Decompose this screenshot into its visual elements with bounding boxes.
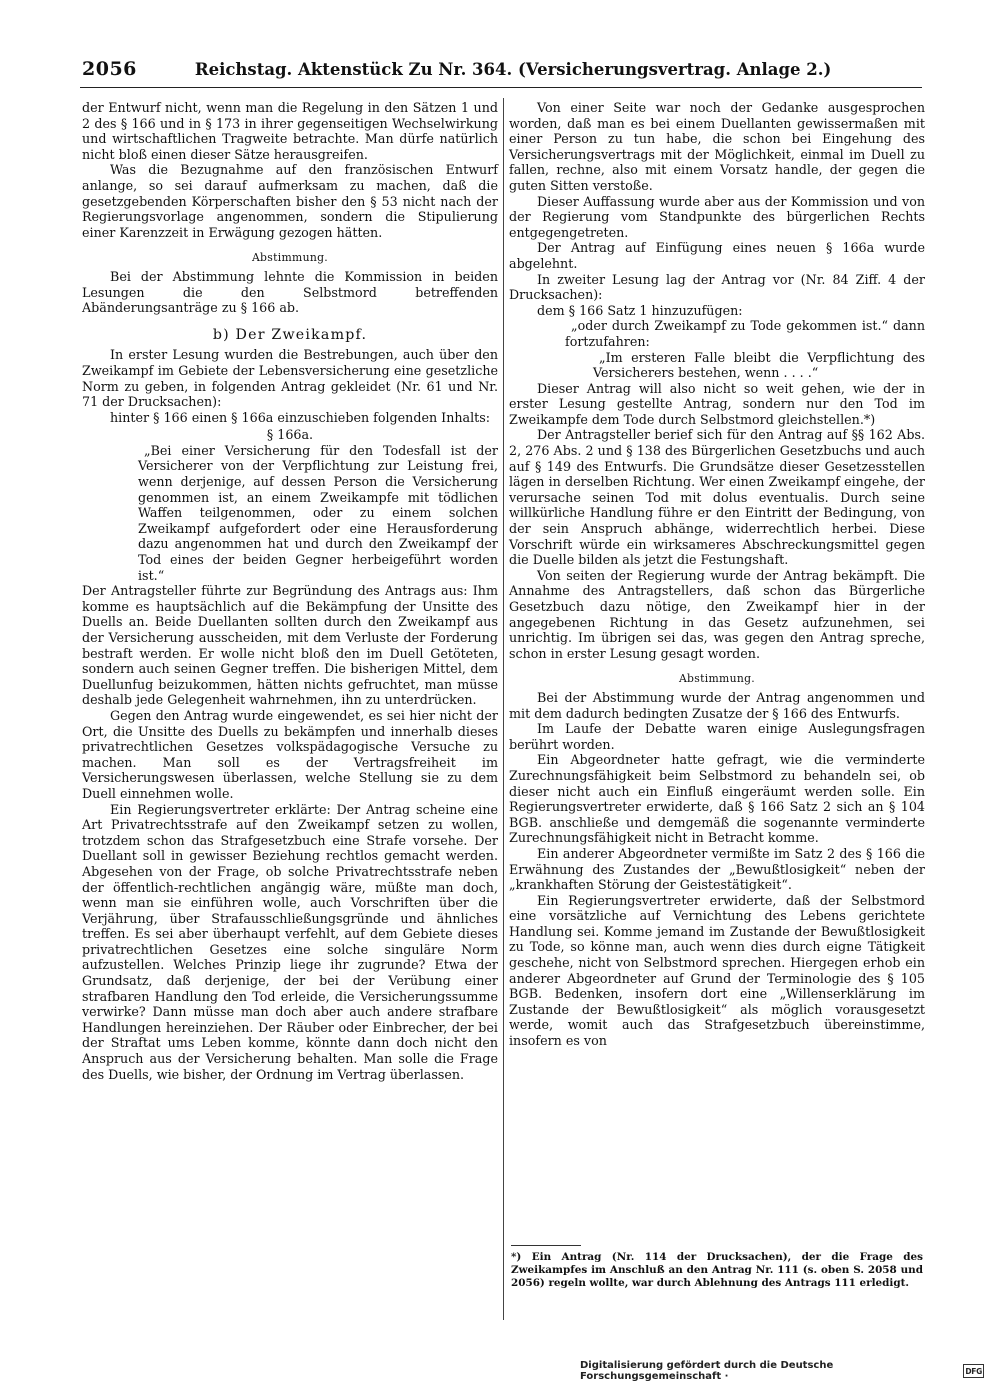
- left-column: [82, 100, 498, 1315]
- page-title: Reichstag. Aktenstück Zu Nr. 364. (Versicherungsvertrag. Anlage 2.): [194, 60, 832, 79]
- paragraph: In erster Lesung wurden die Bestrebungen, auch über den Zweikampf im Gebiete der Lebensversicherung eine gesetzliche Norm zu geben, in folgenden Antrag gekleidet (Nr. 61 und Nr. 71 der Drucksachen):: [82, 347, 498, 410]
- footnote-rule: [511, 1245, 581, 1246]
- paragraph: Der Antragsteller berief sich für den Antrag auf §§ 162 Abs. 2, 276 Abs. 2 und § 138 des Bürgerlichen Gesetzbuchs und auch auf § 149 des Entwurfs. Die Grundsätze dieser Gesetzesstellen lägen in derselben Richtung. Wer einen Zweikampf eingehe, der verursache seinen Tod mit dolus eventualis. Durch seine willkürliche Handlung führe er den Eintritt der Bedingung, von der sein Anspruch abhänge, widerrechtlich herbei. Diese Vorschrift würde ein wirksameres Abschreckungsmittel gegen die Duelle bilden als jetzt die Festungshaft.: [509, 427, 925, 568]
- digitization-credit: [580, 1360, 984, 1382]
- motion-text: dem § 166 Satz 1 hinzuzufügen:: [537, 302, 743, 318]
- right-column: [509, 100, 925, 1110]
- page-header: [82, 58, 920, 84]
- motion-text: hinter § 166 einen § 166a einzuschieben folgenden Inhalts:: [110, 409, 491, 425]
- paragraph: Bei der Abstimmung wurde der Antrag angenommen und mit dem dadurch bedingten Zusatze der § 166 des Entwurfs.: [509, 689, 925, 721]
- column-divider: [503, 98, 504, 1320]
- subsection-heading: b) Der Zweikampf.: [212, 326, 368, 343]
- paragraph: Im Laufe der Debatte waren einige Auslegungsfragen berührt worden.: [509, 721, 925, 752]
- page-number: 2056: [82, 58, 137, 80]
- paragraph: Von seiten der Regierung wurde der Antrag bekämpft. Die Annahme des Antragstellers, daß schon das Bürgerliche Gesetzbuch dazu nötige, den Zweikampf hier in der angegebenen Richtung in das Gesetz aufzunehmen, sei unrichtig. Im übrigen sei das, was gegen den Antrag spreche, schon in erster Lesung gesagt worden.: [509, 567, 925, 661]
- section-heading: Abstimmung.: [251, 251, 329, 265]
- paragraph: Ein anderer Abgeordneter vermißte im Satz 2 des § 166 die Erwähnung des Zustandes der „Bewußtlosigkeit“ neben der „krankhaften Störung der Geistestätigkeit“.: [509, 845, 925, 893]
- section-heading: Abstimmung.: [678, 672, 756, 686]
- paragraph: In zweiter Lesung lag der Antrag vor (Nr. 84 Ziff. 4 der Drucksachen):: [509, 271, 925, 303]
- paragraph: Bei der Abstimmung lehnte die Kommission in beiden Lesungen die den Selbstmord betreffenden Abänderungsanträge zu § 166 ab.: [82, 268, 498, 316]
- paragraph: Der Antragsteller führte zur Begründung des Antrags aus: Ihm komme es hauptsächlich auf die Bekämpfung der Unsitte des Duells an. Beide Duellanten sollten durch den Zweikampf aus der Versicherung ausscheiden, mit dem Verluste der Forderung bestraft werden. Er wolle nicht bloß den im Duell Getöteten, sondern auch seinen Gegner treffen. Die bisherigen Mittel, dem Duellunfug beizukommen, hätten nichts gefruchtet, man müsse deshalb jede Gelegenheit wahrnehmen, ihn zu unterdrücken.: [82, 583, 498, 708]
- quoted-provision: „oder durch Zweikampf zu Tode gekommen ist.“ dann fortzufahren:: [565, 318, 925, 349]
- paragraph: Ein Regierungsvertreter erwiderte, daß der Selbstmord eine vorsätzliche auf Vernichtung des Lebens gerichtete Handlung sei. Komme jemand im Zustande der Bewußtlosigkeit zu Tode, so könne man, auch wenn dies durch eigne Tätigkeit geschehe, nicht von Selbstmord sprechen. Hiergegen erhob ein anderer Abgeordneter auf Grund der Terminologie des § 105 BGB. Bedenken, insofern dort eine „Willenserklärung im Zustande der Bewußtlosigkeit“ als möglich vorausgesetzt werde, womit auch das Strafgesetzbuch übereinstimme, insofern es von: [509, 892, 925, 1049]
- quoted-provision: „Bei einer Versicherung für den Todesfall ist der Versicherer von der Verpflichtung zur Leistung frei, wenn derjenige, auf dessen Person die Versicherung genommen ist, an einem Zweikampfe mit tödlichen Waffen teilgenommen, oder zu einem solchen Zweikampf aufgefordert oder eine Herausforderung dazu angenommen hat und durch den Zweikampf der Tod eines der beiden Gegner herbeigeführt worden ist.“: [138, 442, 498, 583]
- paragraph: Von einer Seite war noch der Gedanke ausgesprochen worden, daß man es bei einem Duellanten gewissermaßen mit einer Person zu tun habe, die schon bei Eingehung des Versicherungsvertrags mit der Möglichkeit, einmal im Duell zu fallen, rechne, also mit einem Vorsatz handle, der gegen die guten Sitten verstoße.: [509, 100, 925, 193]
- footnote: *) Ein Antrag (Nr. 114 der Drucksachen), der die Frage des Zweikampfes im Anschluß an den Antrag Nr. 111 (s. oben S. 2058 und 2056) regeln wollte, war durch Ablehnung des Antrags 111 erledigt.: [511, 1251, 923, 1289]
- paragraph: Ein Regierungsvertreter erklärte: Der Antrag scheine eine Art Privatrechtsstrafe auf den Zweikampf setzen zu wollen, trotzdem schon das Strafgesetzbuch eine Strafe vorsehe. Der Duellant soll in gewisser Beziehung rechtlos gemacht werden. Abgesehen von der Frage, ob solche Privatrechtsstrafe neben der öffentlich-rechtlichen angängig wäre, müßte man doch, wenn man sie einführen wolle, auch Vorschriften über die Verjährung, über Strafausschließungsgründe und ähnliches treffen. Es sei aber überhaupt verfehlt, auf dem Gebiete dieses privatrechtlichen Gesetzes eine solche singuläre Norm aufzustellen. Welches Prinzip liege ihr zugrunde? Etwa der Grundsatz, daß derjenige, der bei der Verübung einer strafbaren Handlung den Tod erleide, die Versicherungssumme verwirke? Dann müsse man doch aber auch andere strafbare Handlungen hereinziehen. Der Räuber oder Einbrecher, der bei der Straftat ums Leben komme, könnte dann doch nicht den Anspruch aus der Versicherung behalten. Man solle die Frage des Duells, wie bisher, der Ordnung im Vertrag überlassen.: [82, 801, 498, 1082]
- dfg-logo-icon: DFG: [963, 1364, 984, 1378]
- paragraph: der Entwurf nicht, wenn man die Regelung in den Sätzen 1 und 2 des § 166 und in § 173 in ihrer gegenseitigen Wechselwirkung und wirtschaftlichen Tragweite betrachte. Man dürfe natürlich nicht bloß einen dieser Sätze herausgreifen.: [82, 100, 498, 162]
- paragraph: Ein Abgeordneter hatte gefragt, wie die verminderte Zurechnungsfähigkeit beim Selbstmord zu behandeln sei, ob dieser nicht auch ein Einfluß eingeräumt werden solle. Ein Regierungsvertreter erwiderte, daß § 166 Satz 2 sich an § 104 BGB. anschließe und demgemäß die sogenannte verminderte Zurechnungsfähigkeit nicht in Betracht komme.: [509, 752, 925, 846]
- paragraph: Dieser Auffassung wurde aber aus der Kommission und von der Regierung vom Standpunkte des bürgerlichen Rechts entgegengetreten.: [509, 193, 925, 240]
- credit-text: Digitalisierung gefördert durch die Deutsche Forschungsgemeinschaft ·: [580, 1360, 834, 1382]
- paragraph: Dieser Antrag will also nicht so weit gehen, wie der in erster Lesung gestellte Antrag, sondern nur den Tod im Zweikampfe dem Tode durch Selbstmord gleichstellen.*): [509, 380, 925, 427]
- paragraph: Der Antrag auf Einfügung eines neuen § 166a wurde abgelehnt.: [509, 240, 925, 271]
- header-rule: [80, 87, 922, 88]
- quoted-provision: „Im ersteren Falle bleibt die Verpflichtung des Versicherers bestehen, wenn . . . .“: [593, 349, 925, 381]
- paragraph: Gegen den Antrag wurde eingewendet, es sei hier nicht der Ort, die Unsitte des Duells zu bekämpfen und innerhalb dieses privatrechtlichen Gesetzes volkspädagogische Versuche zu machen. Man soll es der Vertragsfreiheit im Versicherungswesen überlassen, welche Stellung sie zu dem Duell einnehmen wolle.: [82, 707, 498, 801]
- paragraph: Was die Bezugnahme auf den französischen Entwurf anlange, so sei darauf aufmerksam zu machen, daß die gesetzgebenden Körperschaften bisher den § 53 nicht nach der Regierungsvorlage angenommen, sondern die Stipulierung einer Karenzzeit in Erwägung gezogen hätten.: [82, 162, 498, 240]
- section-number: § 166a.: [266, 427, 314, 443]
